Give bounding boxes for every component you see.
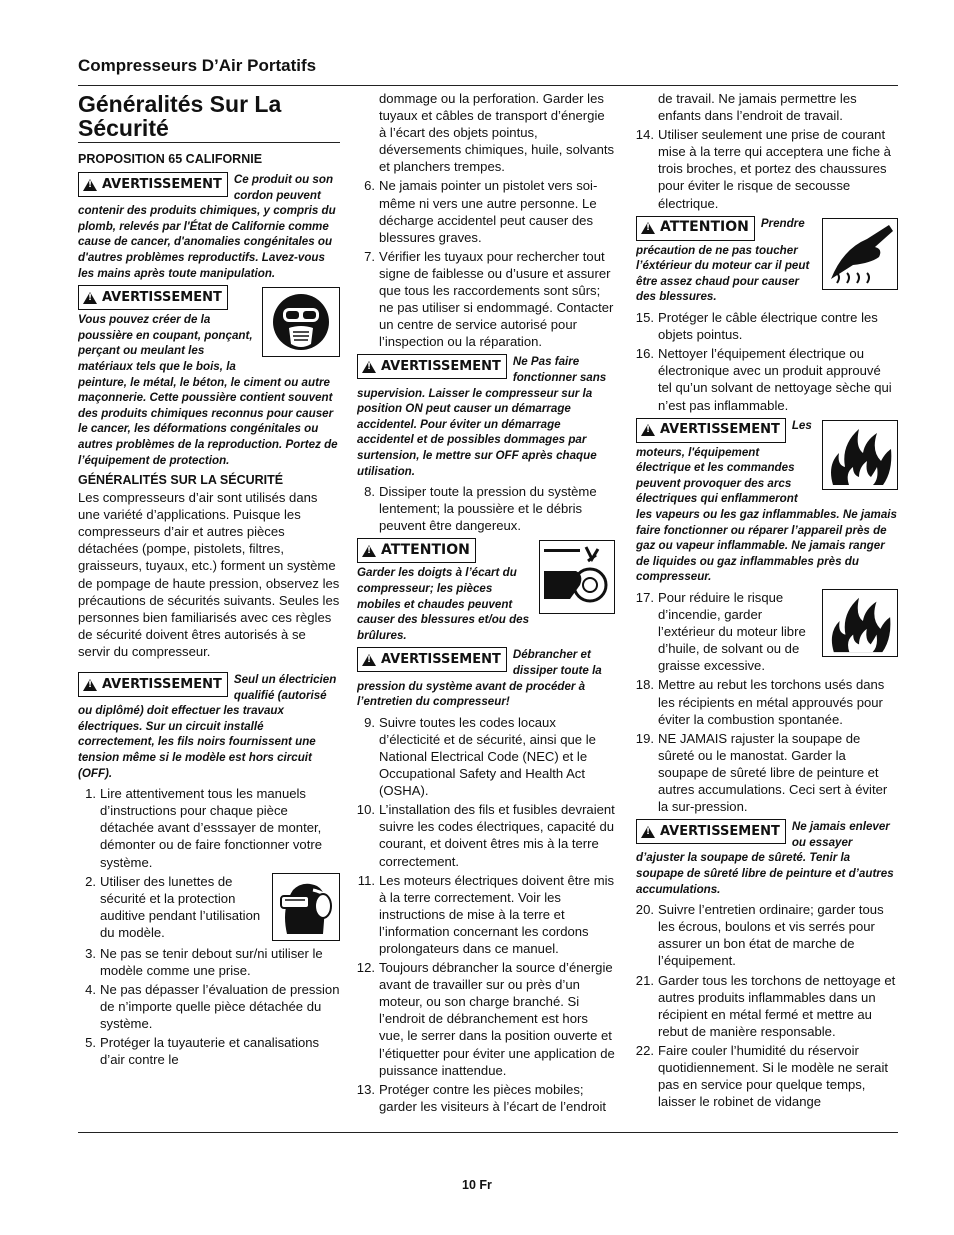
warning-supervision bbox=[357, 354, 615, 479]
list-item: 15. Protéger le câble électrique contre les objets pointus. bbox=[635, 310, 878, 343]
warning-triangle-icon bbox=[362, 654, 376, 666]
warning-badge: ! AVERTISSEMENT bbox=[636, 819, 786, 844]
list-item: 22. Faire couler l’humidité du réservoir quotidiennement. Si le modèle ne serait pas en service pour quelque temps, laisser le robinet de vidange bbox=[635, 1042, 889, 1110]
list-item: 1. Lire attentivement tous les manuels d’instructions pour chaque pièce détachée avant d’esssayer de monter, démonter ou de faire fonctionner votre système. bbox=[85, 786, 322, 870]
list-item-continued: de travail. Ne jamais permettre les enfants dans l’endroit de travail. bbox=[658, 91, 857, 124]
list-item: 12. Toujours débrancher la source d’énergie avant de travailler sur ou près d’un moteur, ou son charge branché. Si l’endroit de débranchement est hors vue, le serrer dans la position ouverte et l’étiquetter pour éviter une application de puissance inattendue. bbox=[356, 960, 615, 1078]
warning-text: Vous pouvez créer de la poussière en coupant, ponçant, perçant ou meulant les matériaux tels que le bois, la peinture, le métal, le béton, le ciment ou autre maçonnerie. Cette poussière contient souvent des produits chimiques reconnus pour causer le cancer, les déformations congénitales ou autres problèmes de la reproduction. Portez de l’équipement de protection. bbox=[78, 313, 338, 467]
footer-rule bbox=[78, 1132, 898, 1133]
warning-triangle-icon bbox=[362, 545, 376, 557]
caution-hot-motor bbox=[636, 216, 898, 305]
list-item: 2. Utiliser des lunettes de sécurité et la protection auditive pendant l’utilisation du modèle. bbox=[78, 873, 340, 941]
caution-text: Prendre précaution de ne pas toucher l’éxtérieur du moteur car il peut être assez chaud pour causer des blessures. bbox=[636, 216, 810, 304]
list-item: 21. Garder tous les torchons de nettoyage et autres produits inflammables dans un récipient en métal fermé et mettre au rebut de manière responsable. bbox=[635, 972, 896, 1039]
warning-badge: ! AVERTISSEMENT bbox=[78, 672, 228, 697]
list-item: 6. Ne jamais pointer un pistolet vers soi-même ni vers une autre personne. Le décharge accidentel peut causer des blessures graves. bbox=[364, 178, 598, 245]
warning-triangle-icon bbox=[83, 292, 97, 304]
caution-badge: ! ATTENTION bbox=[636, 216, 755, 241]
warning-badge: ! AVERTISSEMENT bbox=[357, 354, 507, 379]
list-item: 4. Ne pas dépasser l’évaluation de pression de n’importe quelle pièce détachée du système. bbox=[85, 981, 340, 1032]
list-item: 5. Protéger la tuyauterie et canalisations d’air contre le bbox=[85, 1035, 320, 1068]
moving-parts-hand-icon bbox=[539, 540, 615, 614]
flame-icon bbox=[822, 420, 898, 490]
list-item: 16. Nettoyer l’équipement électrique ou électronique avec un produit approuvé tel qu’un solvant de nettoyage sèche qui n’est pas inflammable. bbox=[635, 346, 892, 413]
warning-text: Ne Pas faire fonctionner sans supervision. Laisser le compresseur sur la position ON peut causer un démarrage accidentel. Pour éviter un démarrage accidentel et de possibles dommages par surtension, le mettre sur OFF après chaque utilisation. bbox=[357, 355, 607, 478]
section-title: Généralités Sur La Sécurité bbox=[78, 90, 340, 143]
list-item-continued: dommage ou la perforation. Garder les tuyaux et câbles de transport d’énergie à l’écart des objets pointus, déversements chimiques, huile, solvants et planchers trempes. bbox=[379, 91, 615, 175]
warning-triangle-icon bbox=[362, 361, 376, 373]
hot-surface-hand-icon bbox=[822, 218, 898, 290]
caution-moving-parts bbox=[357, 538, 615, 643]
warning-badge: ! AVERTISSEMENT bbox=[636, 418, 786, 443]
respirator-mask-icon bbox=[262, 287, 340, 357]
warning-badge: ! AVERTISSEMENT bbox=[78, 285, 228, 310]
list-item: 19. NE JAMAIS rajuster la soupape de sûreté ou le manostat. Garder la soupape de sûreté libre de peinture et autres accumulations. Ceci sert à éviter la sur-pression. bbox=[635, 730, 888, 815]
list-item: 9. Suivre toutes les codes locaux d’électicité et de sécurité, ainsi que le National Electrical Code (NEC) et le Occupational Safety and Health Act (OSHA). bbox=[364, 714, 596, 799]
warning-badge: ! AVERTISSEMENT bbox=[357, 647, 507, 672]
caution-badge: ! ATTENTION bbox=[357, 538, 476, 563]
warning-text: Ne jamais enlever ou essayer d’ajuster la soupape de sûreté. Tenir la soupape de sûreté libre de peinture et d’autres accumulations. bbox=[636, 820, 894, 896]
general-safety-heading: GÉNÉRALITÉS SUR LA SÉCURITÉ bbox=[78, 473, 284, 488]
warning-text: Ce produit ou son cordon peuvent contenir des produits chimiques, y compris du plomb, relevés par l'État de Californie comme cause de cancer, d'anomalies congénitales ou d'autres problèmes reproductifs. Lavez-vous les mains après toute manipulation. bbox=[78, 173, 336, 280]
warning-dust bbox=[78, 285, 340, 468]
list-item: 7. Vérifier les tuyaux pour rechercher tout signe de faiblesse ou d’usure et assurer que tous les raccordements sont sûrs; ne pas utiliser si endommagé. Contacter un centre de service autorisé pour l’inspection ou la réparation. bbox=[364, 248, 614, 350]
page-body bbox=[78, 90, 898, 1130]
warning-triangle-icon bbox=[83, 179, 97, 191]
warning-badge: ! AVERTISSEMENT bbox=[78, 172, 228, 197]
list-item: 14. Utiliser seulement une prise de courant mise à la terre qui accepterа une fiche à trois broches, et portez des chaussures pour éviter le risque de secousse électrique. bbox=[635, 127, 891, 211]
header-title: Compresseurs D’Air Portatifs bbox=[78, 56, 317, 75]
page-number: 10 Fr bbox=[462, 1178, 492, 1192]
warning-safety-valve bbox=[636, 819, 898, 897]
column-2 bbox=[357, 90, 615, 1117]
warning-triangle-icon bbox=[83, 679, 97, 691]
warning-triangle-icon bbox=[641, 222, 655, 234]
caution-text: Garder les doigts à l’écart du compresseur; les pièces mobiles et chaudes peuvent causer des blessures et/ou des brûlures. bbox=[357, 566, 530, 642]
list-item: 13. Protéger contre les pièces mobiles; garder les visiteurs à l’écart de l’endroit bbox=[356, 1081, 607, 1114]
column-3 bbox=[636, 90, 898, 1112]
warning-disconnect bbox=[357, 647, 615, 709]
list-item: 20. Suivre l’entretien ordinaire; garder tous les écrous, boulons et vis serrés pour assurer un bon état de marche de l’équipement. bbox=[635, 902, 884, 969]
warning-prop65 bbox=[78, 172, 340, 281]
warning-triangle-icon bbox=[641, 424, 655, 436]
warning-text: Débrancher et dissiper toute la pression du système avant de procéder à l’entretien du compresseur! bbox=[357, 648, 602, 709]
column-1 bbox=[78, 90, 340, 1070]
warning-electrical-arcs bbox=[636, 418, 898, 585]
warning-text: Seul un électricien qualifié (autorisé ou diplômé) doit effectuer les travaux électriques. Sur un circuit installé correctement, les fils noirs fournissent une tension même si le modèle est hors circuit (OFF). bbox=[78, 673, 337, 780]
flame-icon bbox=[822, 589, 898, 657]
list-item: 8. Dissiper toute la pression du système lentement; la poussière et le débris peuvent être dangereux. bbox=[364, 484, 597, 534]
general-safety-paragraph: Les compresseurs d’air sont utilisés dans une variété d’applications. Puisque les compresseurs d’air et autres pièces détachées (pompe, pistolets, filtres, graisseurs, tuyaux, etc.) forment un système de pompage de haute pression, observez les précautions de sécurités suivants. Seules les personnes bien familiarisés avec ces règles de sécurité doivent êtres autorisés à se servir du compresseur. bbox=[78, 490, 340, 659]
list-item: 10. L’installation des fils et fusibles devraient suivre les codes électriques, capacité du courant, et doivent êtres mis à la terre correctement. bbox=[356, 802, 615, 869]
list-item: 11. Les moteurs électriques doivent être mis à la terre correctement. Voir les instructions de mise à la terre et l’information concernant les cordons prolongateurs dans ce manuel. bbox=[357, 872, 615, 956]
list-item: 18. Mettre au rebut les torchons usés dans les récipients en métal approuvés pour éviter la combustion spontanée. bbox=[635, 677, 885, 727]
list-item: 17. Pour réduire le risque d’incendie, garder l’extérieur du moteur libre d’huile, de solvant ou de graisse excessive. bbox=[636, 589, 898, 674]
list-item: 3. Ne pas se tenir debout sur/ni utiliser le modèle comme une prise. bbox=[85, 945, 323, 978]
prop65-heading: PROPOSITION 65 CALIFORNIE bbox=[78, 152, 263, 166]
warning-text: Les moteurs, l'équipement électrique et les commandes peuvent provoquer des arcs électriques qui enflammeront les vapeurs ou les gaz inflammables. Ne jamais faire fonctionner ou réparer l’appareil près de gaz ou vapeur inflammable. Ne jamais ranger de liquides ou gaz inflammables près du compresseur. bbox=[636, 418, 897, 584]
safety-glasses-ear-protection-icon bbox=[272, 873, 340, 941]
warning-electrician bbox=[78, 672, 340, 781]
page-header bbox=[78, 54, 898, 86]
warning-triangle-icon bbox=[641, 826, 655, 838]
